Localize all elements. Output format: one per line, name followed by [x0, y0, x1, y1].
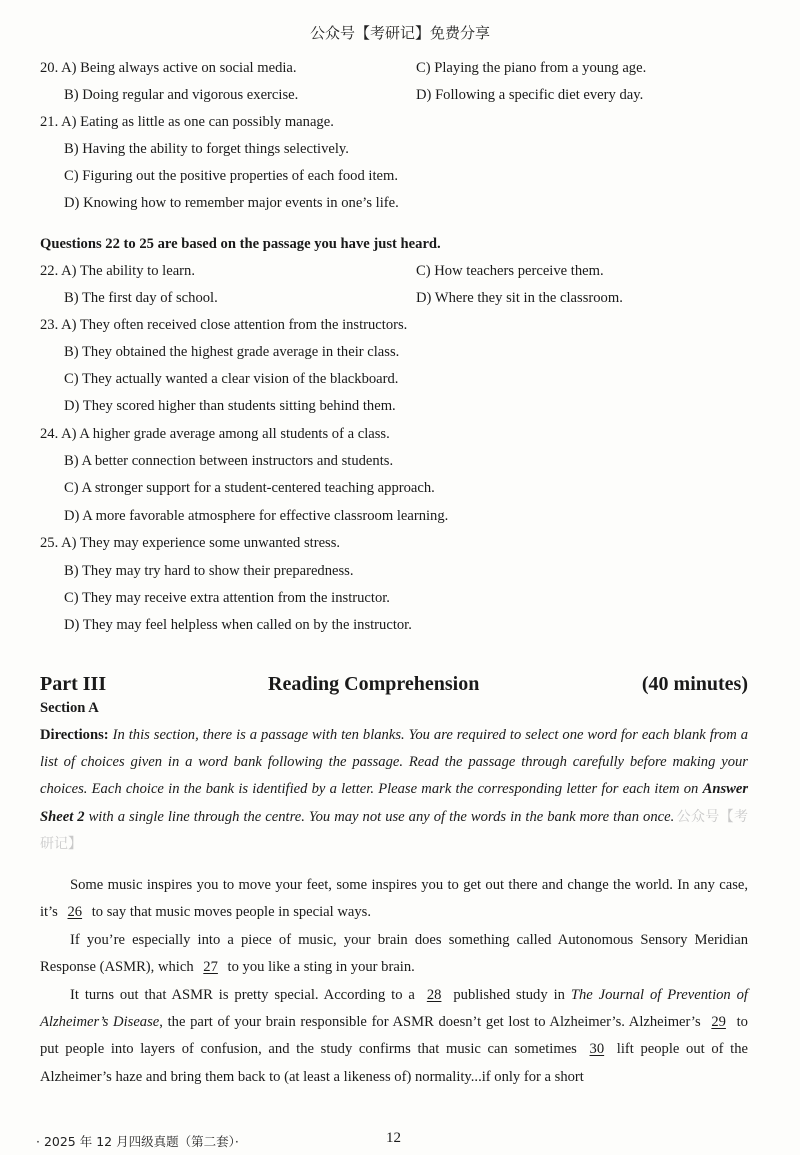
blank-27: 27 [203, 959, 218, 976]
q23-option-b: B) They obtained the highest grade average in their class. [64, 344, 400, 360]
q22-option-b: B) The first day of school. [64, 290, 218, 306]
directions-label: Directions: [40, 727, 109, 743]
part-header [40, 673, 748, 699]
directions-text-1: In this section, there is a passage with ten blanks. You are required to select one word for each blank from a list of choices given in a word bank following the passage. Read the passage through carefully before making your choices. Each choice in the bank is identified by a letter. Please mark the corresponding letter for each item on [40, 727, 748, 798]
part-label: Part III [40, 673, 107, 695]
q24-option-a: 24. A) A higher grade average among all students of a class. [40, 426, 390, 442]
q23-option-a: 23. A) They often received close attention from the instructors. [40, 317, 408, 333]
journal-title: The Journal of Prevention of Alzheimer’s Disease [40, 986, 748, 1031]
q23-option-c: C) They actually wanted a clear vision of the blackboard. [64, 371, 399, 387]
part-time: (40 minutes) [641, 673, 748, 695]
blank-29: 29 [711, 1014, 726, 1031]
page-header: 公众号【考研记】免费分享 [309, 24, 490, 42]
blank-26: 26 [67, 904, 83, 921]
q21-option-b: B) Having the ability to forget things selectively. [64, 141, 349, 157]
passage-heading: Questions 22 to 25 are based on the passage you have just heard. [40, 236, 441, 252]
paragraph-2: If you’re especially into a piece of music, your brain does something called Autonomous Sensory Meridian Response (ASMR), which 27 to you like a sting in your brain. [40, 927, 748, 982]
q22-option-a: 22. A) The ability to learn. [40, 263, 195, 279]
q25-option-b: B) They may try hard to show their preparedness. [64, 563, 354, 579]
reading-passage [40, 872, 748, 1091]
footer-exam-label: · 2025 年 12 月四级真题（第二套）· [36, 1134, 239, 1149]
paragraph-3: It turns out that ASMR is pretty special. According to a 28 published study in The Journal of Prevention of Alzheimer’s Disease, the part of your brain responsible for ASMR doesn’t get lost to Alzheimer’s. Alzheimer’s 29 to put people into layers of confusion, and the study confirms that music can sometimes 30 lift people out of the Alzheimer’s haze and bring them back to (at least a likeness of) normality...if only for a short [40, 982, 748, 1092]
q21-option-d: D) Knowing how to remember major events in one’s life. [64, 195, 399, 211]
part-title: Reading Comprehension [268, 673, 480, 695]
section-label: Section A [40, 700, 99, 716]
q21-option-a: 21. A) Eating as little as one can possibly manage. [40, 114, 334, 130]
watermark: 公众号【考研记】 [40, 808, 749, 852]
q23-option-d: D) They scored higher than students sitting behind them. [64, 398, 396, 414]
answer-sheet-ref: Answer Sheet 2 [40, 781, 749, 825]
directions-text-2: with a single line through the centre. You may not use any of the words in the bank more than once. [88, 808, 675, 825]
q22-option-c: C) How teachers perceive them. [416, 263, 604, 279]
q25-option-c: C) They may receive extra attention from the instructor. [64, 590, 390, 606]
directions [40, 722, 748, 858]
paragraph-1: Some music inspires you to move your feet, some inspires you to get out there and change the world. In any case, it’s 26 to say that music moves people in special ways. [40, 872, 748, 927]
q25-option-a: 25. A) They may experience some unwanted stress. [40, 535, 341, 551]
q20-option-a: 20. A) Being always active on social media. [40, 60, 297, 76]
q24-option-c: C) A stronger support for a student-centered teaching approach. [64, 480, 435, 496]
q24-option-b: B) A better connection between instructors and students. [64, 453, 394, 469]
blank-30: 30 [589, 1041, 605, 1058]
q21-option-c: C) Figuring out the positive properties of each food item. [64, 168, 398, 184]
q22-option-d: D) Where they sit in the classroom. [416, 290, 623, 306]
q24-option-d: D) A more favorable atmosphere for effective classroom learning. [64, 508, 449, 524]
page-number: 12 [386, 1130, 401, 1146]
q25-option-d: D) They may feel helpless when called on by the instructor. [64, 617, 412, 633]
q20-option-b: B) Doing regular and vigorous exercise. [64, 87, 299, 103]
q20-option-c: C) Playing the piano from a young age. [416, 60, 647, 76]
blank-28: 28 [426, 986, 442, 1003]
q20-option-d: D) Following a specific diet every day. [416, 87, 644, 103]
